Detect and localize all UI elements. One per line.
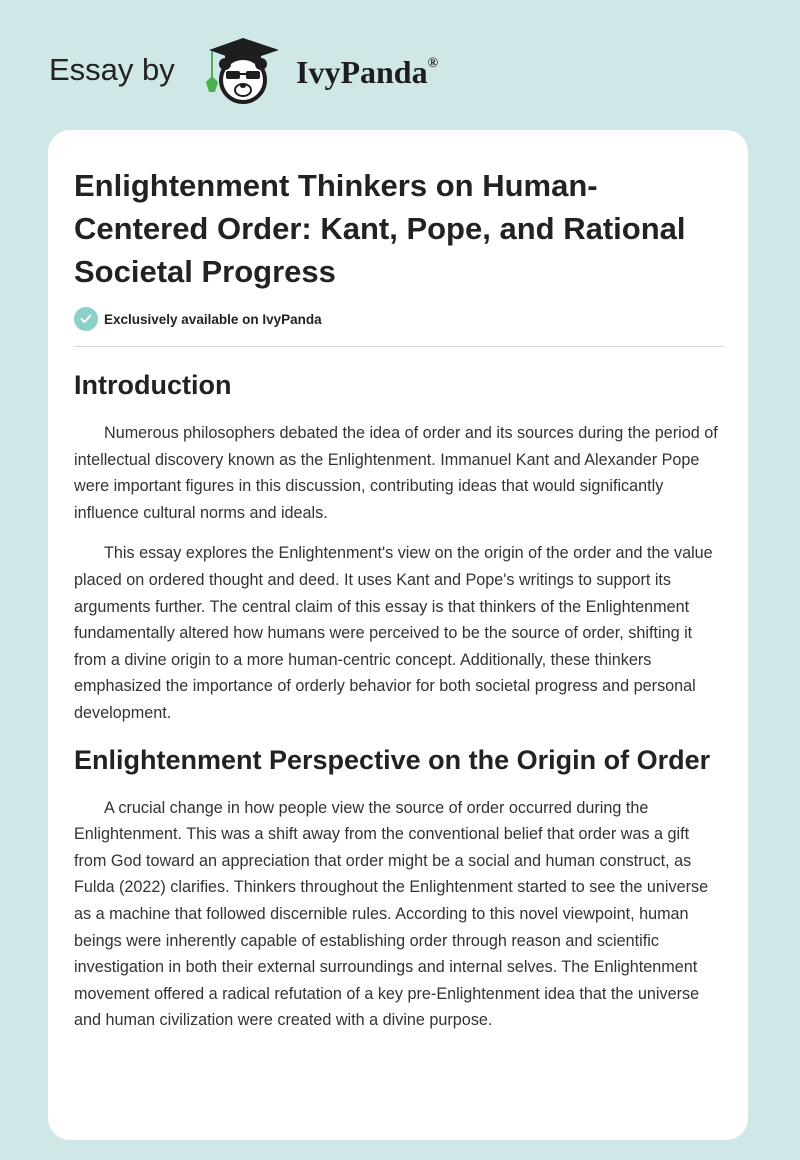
paragraph: This essay explores the Enlightenment's view on the origin of the order and the value placed on ordered thought and deed. It uses Kant and Pope's writings to support its arguments further. The central claim of this essay is that thinkers of the Enlightenment fundamentally altered how humans were perceived to be the source of order, shifting it from a divine origin to a more human-centric concept. Additionally, these thinkers emphasized the importance of orderly behavior for both societal progress and personal development.	[74, 544, 713, 722]
badge-text: Exclusively available on IvyPanda	[104, 311, 322, 327]
registered-mark: ®	[427, 56, 439, 71]
paragraph: A crucial change in how people view the source of order occurred during the Enlightenment. This was a shift away from the conventional belief that order was a gift from God toward an appreciation that order might be a social and human construct, as Fulda (2022) clarifies. Thinkers throughout the Enlightenment started to see the universe as a machine that followed discernible rules. According to this novel viewpoint, human beings were inherently capable of establishing order through reason and scientific investigation in both their external surroundings and internal selves. The Enlightenment movement offered a radical refutation of a key pre-Enlightenment idea that the universe and human civilization were created with a divine purpose.	[74, 798, 709, 1030]
ivypanda-logo-icon[interactable]	[203, 36, 285, 106]
brand-text: IvyPanda	[296, 54, 428, 90]
check-icon	[74, 307, 98, 331]
divider	[74, 346, 724, 347]
essay-title: Enlightenment Thinkers on Human-Centered Order: Kant, Pope, and Rational Societal Progress	[74, 168, 686, 289]
brand-name[interactable]	[296, 54, 438, 91]
section-introduction	[74, 366, 724, 727]
essay-body	[74, 366, 724, 1048]
essay-by-label: Essay by	[49, 52, 175, 87]
site-header	[0, 20, 800, 120]
section-origin-of-order	[74, 741, 724, 1034]
paragraph: Numerous philosophers debated the idea of order and its sources during the period of intellectual discovery known as the Enlightenment. Immanuel Kant and Alexander Pope were important figures in this discussion, contributing ideas that would significantly influence cultural norms and ideals.	[74, 424, 718, 522]
exclusive-badge	[74, 307, 322, 331]
section-heading: Introduction	[74, 370, 232, 400]
essay-card	[48, 130, 748, 1140]
section-heading: Enlightenment Perspective on the Origin of Order	[74, 744, 711, 775]
